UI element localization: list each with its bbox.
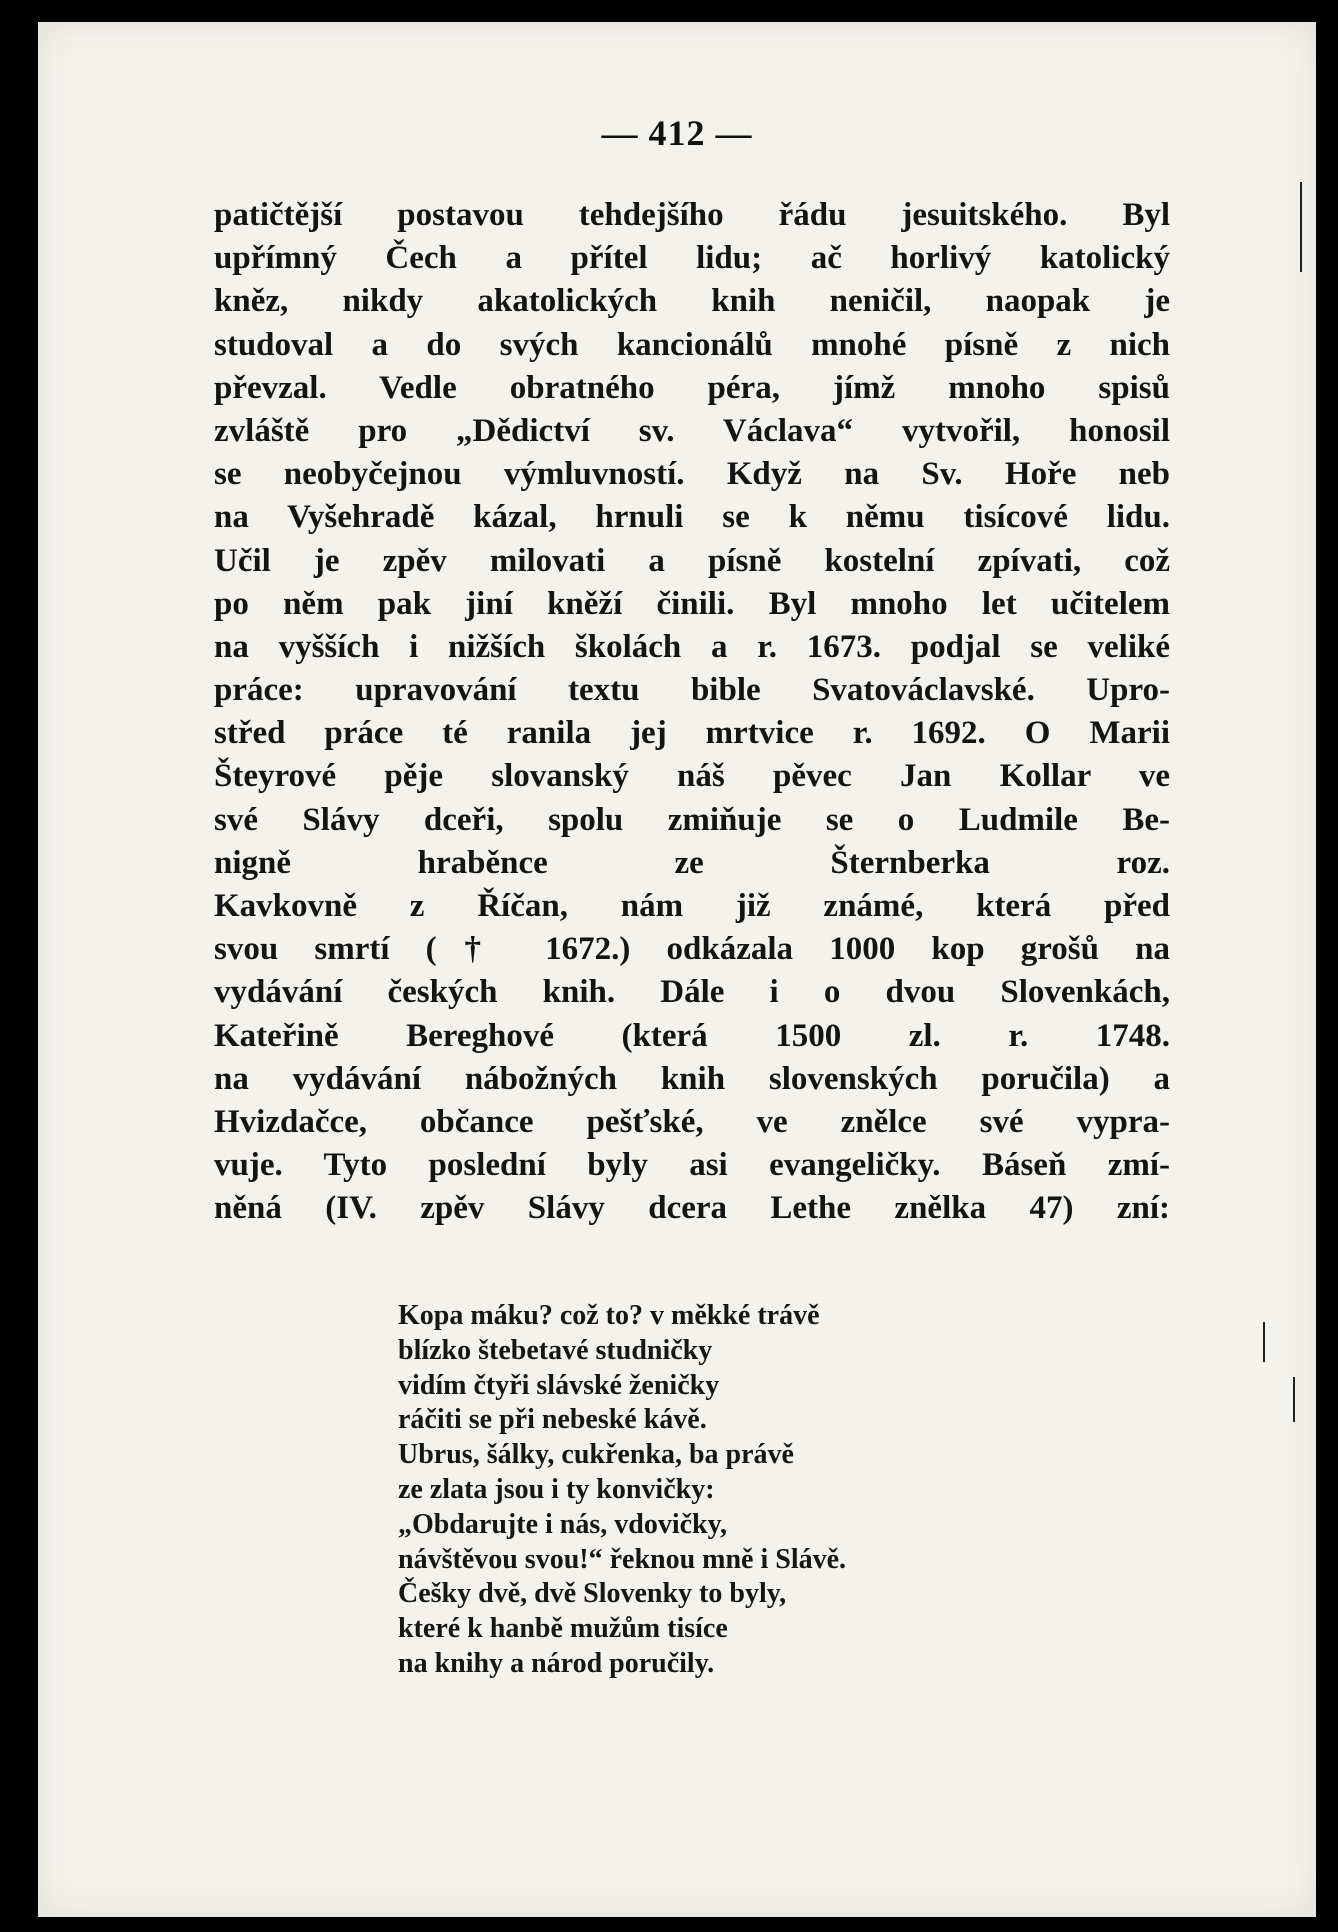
- poem-line: na knihy a národ poručily.: [398, 1647, 715, 1679]
- book-page: [38, 22, 1316, 1917]
- page-edge-mark: [1300, 182, 1302, 272]
- text-line: Kateřině Bereghové (která 1500 zl. r. 1748.: [214, 1017, 1170, 1054]
- poem-line: které k hanbě mužům tisíce: [398, 1613, 728, 1645]
- text-line: střed práce té ranila jej mrtvice r. 1692. O Marii: [214, 715, 1170, 752]
- text-line: své Slávy dceři, spolu zmiňuje se o Ludmile Be-: [214, 801, 1170, 838]
- poem-line: ráčiti se při nebeské kávě.: [398, 1404, 707, 1436]
- text-line: se neobyčejnou výmluvností. Když na Sv. Hoře neb: [214, 456, 1170, 493]
- poem-line: Kopa máku? což to? v měkké trávě: [398, 1300, 820, 1331]
- text-line: nigně hraběnce ze Šternberka roz.: [214, 844, 1170, 881]
- text-line: Šteyrové pěje slovanský náš pěvec Jan Kollar ve: [214, 758, 1170, 795]
- text-line: převzal. Vedle obratného péra, jímž mnoho spisů: [214, 369, 1170, 406]
- text-line: Učil je zpěv milovati a písně kostelní zpívati, což: [214, 542, 1170, 579]
- poem-line: blízko štebetavé studničky: [398, 1334, 713, 1366]
- text-line: na vyšších i nižších školách a r. 1673. podjal se veliké: [214, 628, 1170, 665]
- poem-line: „Obdarujte i nás, vdovičky,: [398, 1508, 728, 1540]
- poem-line: návštěvou svou!“ řeknou mně i Slávě.: [398, 1543, 847, 1575]
- text-line: svou smrtí († 1672.) odkázala 1000 kop grošů na: [214, 931, 1170, 968]
- text-line: Hvizdačce, občance pešťské, ve znělce své vypra-: [214, 1103, 1170, 1140]
- poem-line: vidím čtyři slávské ženičky: [398, 1369, 720, 1401]
- text-line: patičtější postavou tehdejšího řádu jesuitského. Byl: [214, 197, 1170, 233]
- text-line: upřímný Čech a přítel lidu; ač horlivý katolický: [214, 240, 1170, 277]
- text-line: práce: upravování textu bible Svatováclavské. Upro-: [214, 672, 1170, 709]
- page-edge-mark: [1293, 1377, 1295, 1422]
- text-line: vuje. Tyto poslední byly asi evangeličky. Báseň zmí-: [214, 1147, 1170, 1184]
- text-line: na vydávání nábožných knih slovenských poručila) a: [214, 1060, 1170, 1097]
- text-line: kněz, nikdy akatolických knih neničil, naopak je: [214, 283, 1170, 320]
- page-edge-mark: [1263, 1322, 1265, 1362]
- text-line: po něm pak jiní kněží činili. Byl mnoho let učitelem: [214, 585, 1170, 622]
- body-paragraph: [214, 194, 1170, 1231]
- poem-line: ze zlata jsou i ty konvičky:: [398, 1473, 715, 1505]
- text-line: zvláště pro „Dědictví sv. Václava“ vytvořil, honosil: [214, 412, 1170, 449]
- text-line: vydávání českých knih. Dále i o dvou Slovenkách,: [214, 974, 1170, 1011]
- text-line: na Vyšehradě kázal, hrnuli se k němu tisícové lidu.: [214, 499, 1170, 536]
- poem-line: Ubrus, šálky, cukřenka, ba právě: [398, 1439, 794, 1471]
- text-line: něná (IV. zpěv Slávy dcera Lethe znělka 47) zní:: [214, 1190, 1170, 1227]
- text-line: Kavkovně z Říčan, nám již známé, která před: [214, 888, 1170, 924]
- poem-line: Češky dvě, dvě Slovenky to byly,: [398, 1578, 787, 1610]
- text-line: studoval a do svých kancionálů mnohé písně z nich: [214, 326, 1170, 363]
- poem-sonnet: [398, 1299, 846, 1682]
- page-number: — 412 —: [601, 113, 753, 153]
